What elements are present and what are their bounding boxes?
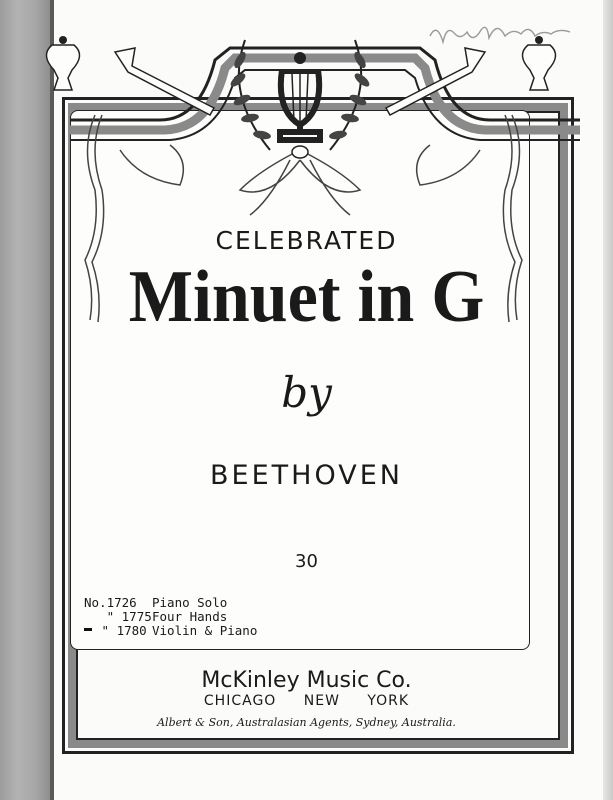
city-new-york: NEW YORK	[303, 693, 410, 709]
heading-celebrated: CELEBRATED	[215, 226, 398, 255]
price-label: 30	[295, 551, 318, 572]
edition-mark	[84, 628, 92, 631]
page-title: Minuet in G	[128, 256, 485, 338]
edition-number: 1780	[116, 623, 147, 638]
composer-name: BEETHOVEN	[210, 460, 403, 491]
edition-name: Violin & Piano	[152, 623, 258, 638]
edition-number: 1726	[106, 595, 137, 610]
trumpet-icon	[115, 48, 214, 115]
edition-prefix: "	[106, 609, 115, 624]
handwritten-signature	[425, 14, 575, 54]
ribbon-icon	[240, 146, 360, 215]
edition-prefix: No.	[84, 595, 107, 610]
city-chicago: CHICAGO	[203, 693, 277, 709]
edition-number: 1775	[121, 609, 152, 624]
edition-prefix: "	[101, 623, 110, 638]
urn-icon	[46, 36, 79, 90]
publisher-cities	[0, 693, 613, 709]
edition-row	[84, 624, 257, 638]
lyre-icon	[280, 52, 320, 140]
by-label: by	[281, 368, 332, 417]
edition-name: Piano Solo	[152, 595, 228, 610]
agents-line: Albert & Son, Australasian Agents, Sydney, Australia.	[157, 716, 456, 729]
edition-row	[84, 610, 257, 624]
edition-name: Four Hands	[152, 609, 228, 624]
edition-row	[84, 596, 257, 610]
publisher-name: McKinley Music Co.	[201, 668, 412, 693]
editions-list	[84, 596, 257, 638]
